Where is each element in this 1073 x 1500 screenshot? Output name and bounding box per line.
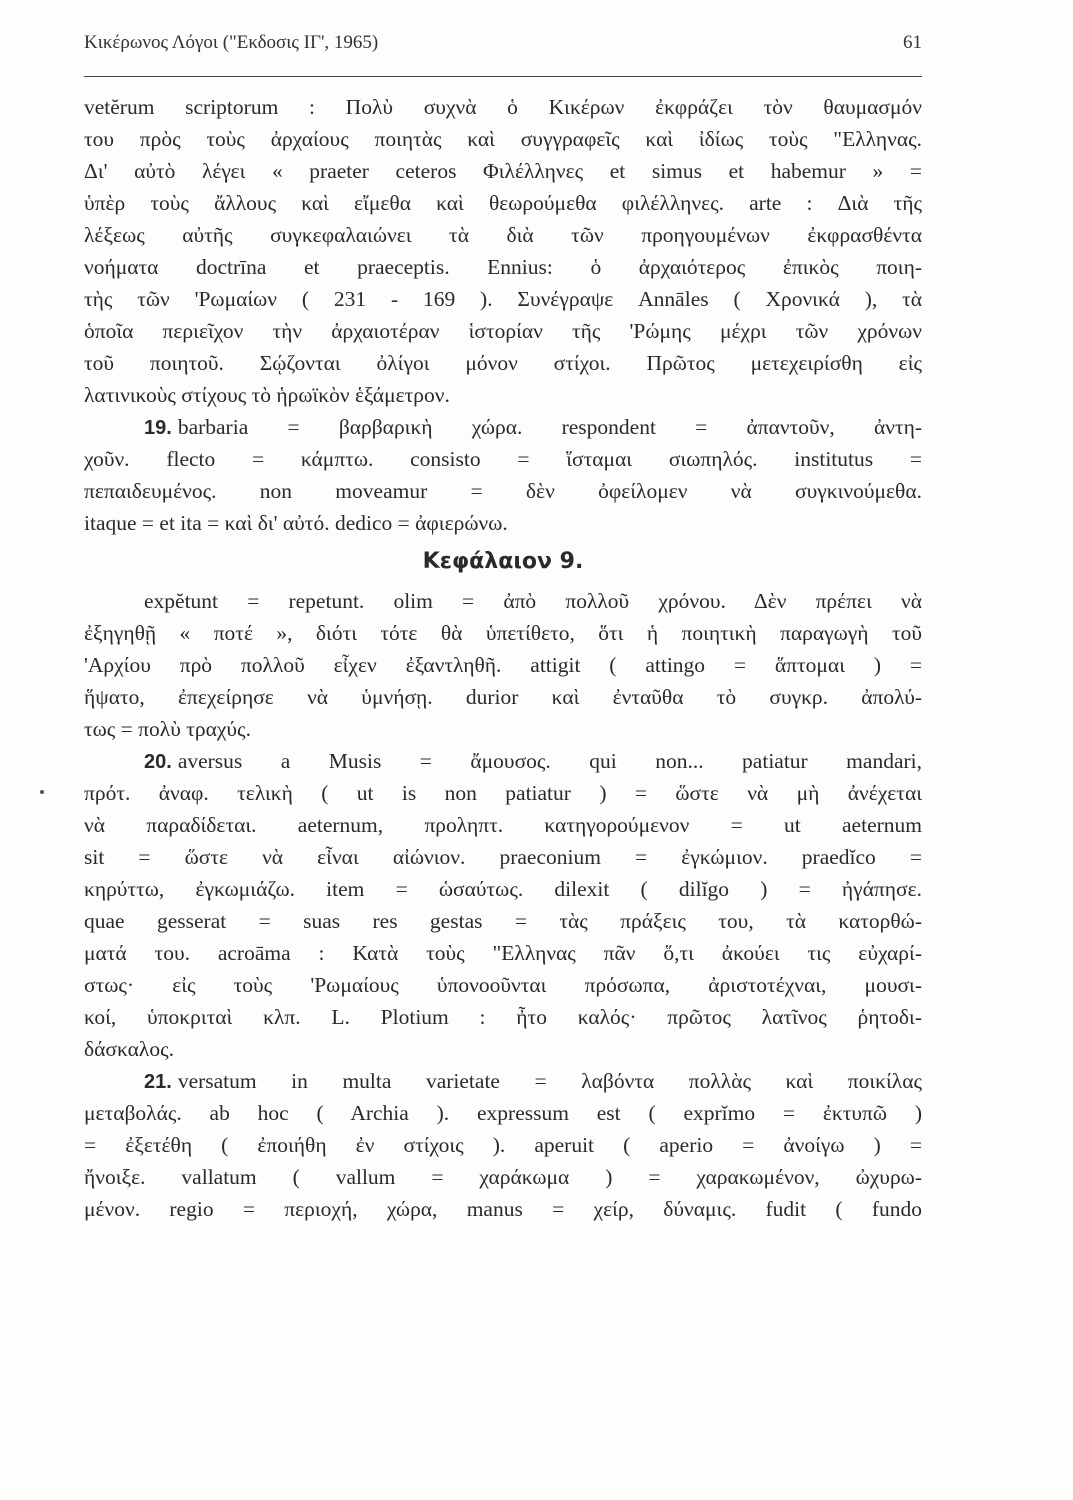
text-line: [84, 475, 922, 507]
text-line: [84, 187, 922, 219]
text-line: [84, 1161, 922, 1193]
text-line: [84, 841, 922, 873]
text-line: [84, 283, 922, 315]
text-line: [84, 1033, 922, 1065]
line-text: barbaria = βαρβαρικὴ χώρα. respondent = ἀπαντοῦν, ἀντη-: [177, 415, 922, 439]
line-text: κηρύττω, ἐγκωμιάζω. item = ὡσαύτως. dilexit ( dilĭgo ) = ἠγάπησε.: [84, 877, 922, 901]
text-line: [84, 585, 922, 617]
line-text: ὑπὲρ τοὺς ἄλλους καὶ εἴμεθα καὶ θεωρούμεθα φιλέλληνες. arte : Διὰ τῆς: [84, 191, 922, 215]
line-text: τως = πολὺ τραχύς.: [84, 717, 251, 741]
chapter-heading: Κεφάλαιον 9.: [422, 549, 584, 574]
text-line: [84, 713, 922, 745]
text-line: [84, 905, 922, 937]
text-line: [84, 507, 922, 539]
text-line: [84, 745, 922, 777]
text-line: [84, 1065, 922, 1097]
text-line: [84, 649, 922, 681]
text-line: [84, 777, 922, 809]
line-text: versatum in multa varietate = λαβόντα πολλὰς καὶ ποικίλας: [177, 1069, 922, 1093]
line-text: 'Αρχίου πρὸ πολλοῦ εἶχεν ἐξαντληθῆ. attigit ( attingo = ἅπτομαι ) =: [84, 653, 922, 677]
line-text: = ἐξετέθη ( ἐποιήθη ἐν στίχοις ). aperuit ( aperio = ἀνοίγω ) =: [84, 1133, 922, 1157]
text-line: [84, 937, 922, 969]
line-text: νοήματα doctrīna et praeceptis. Ennius: ὁ ἀρχαιότερος ἐπικὸς ποιη-: [84, 255, 922, 279]
text-line: [84, 443, 922, 475]
text-line: [84, 315, 922, 347]
text-line: [84, 219, 922, 251]
running-header: [84, 32, 922, 60]
text-line: [84, 91, 922, 123]
text-line: [84, 379, 922, 411]
line-text: του πρὸς τοὺς ἀρχαίους ποιητὰς καὶ συγγραφεῖς καὶ ἰδίως τοὺς "Ελληνας.: [84, 127, 922, 151]
line-text: ματά του. acroāma : Κατὰ τοὺς "Ελληνας πᾶν ὅ,τι ἀκούει τις εὐχαρί-: [84, 941, 922, 965]
text-line: [84, 123, 922, 155]
text-line: [84, 1193, 922, 1225]
text-line: [84, 1097, 922, 1129]
line-text: sit = ὥστε νὰ εἶναι αἰώνιον. praeconium = ἐγκώμιον. praedĭco =: [84, 845, 922, 869]
text-line: [84, 617, 922, 649]
line-text: πρότ. ἀναφ. τελικὴ ( ut is non patiatur ) = ὥστε νὰ μὴ ἀνέχεται: [84, 781, 922, 805]
line-text: vetĕrum scriptorum : Πολὺ συχνὰ ὁ Κικέρων ἐκφράζει τὸν θαυμασμόν: [84, 95, 922, 119]
line-text: στως· εἰς τοὺς 'Ρωμαίους ὑπονοοῦνται πρόσωπα, ἀριστοτέχναι, μουσι-: [84, 973, 922, 997]
line-text: quae gesserat = suas res gestas = τὰς πράξεις του, τὰ κατορθώ-: [84, 909, 922, 933]
text-line: [84, 969, 922, 1001]
page-number: 61: [903, 32, 922, 53]
line-text: ὁποῖα περιεῖχον τὴν ἀρχαιοτέραν ἱστορίαν τῆς 'Ρώμης μέχρι τῶν χρόνων: [84, 319, 922, 343]
line-text: τὴς τῶν 'Ρωμαίων ( 231 - 169 ). Συνέγραψε Annāles ( Χρονικά ), τὰ: [84, 287, 922, 311]
line-text: νὰ παραδίδεται. aeternum, προληπτ. κατηγορούμενον = ut aeternum: [84, 813, 922, 837]
page-body: [84, 91, 922, 1225]
text-line: [84, 873, 922, 905]
line-text: μεταβολάς. ab hoc ( Archia ). expressum est ( exprĭmo = ἐκτυπῶ ): [84, 1101, 922, 1125]
line-text: λατινικοὺς στίχους τὸ ἡρωϊκὸν ἑξάμετρον.: [84, 383, 450, 407]
line-text: aversus a Musis = ἄμουσος. qui non... patiatur mandari,: [177, 749, 922, 773]
text-line: [84, 681, 922, 713]
text-line: [84, 809, 922, 841]
running-title: Κικέρωνος Λόγοι ("Εκδοσις ΙΓ', 1965): [84, 32, 379, 53]
line-text: Δι' αὐτὸ λέγει « praeter ceteros Φιλέλληνες et simus et habemur » =: [84, 159, 922, 183]
text-line: [84, 251, 922, 283]
line-text: itaque = et ita = καὶ δι' αὐτό. dedico = ἀφιερώνω.: [84, 511, 508, 535]
text-line: [84, 155, 922, 187]
text-line: [84, 1001, 922, 1033]
section-number: 19.: [144, 417, 172, 439]
line-text: δάσκαλος.: [84, 1037, 174, 1061]
line-text: μένον. regio = περιοχή, χώρα, manus = χείρ, δύναμις. fudit ( fundo: [84, 1197, 922, 1221]
text-line: [84, 411, 922, 443]
text-line: [84, 347, 922, 379]
line-text: ἥψατο, ἐπεχείρησε νὰ ὑμνήσῃ. durior καὶ ἐνταῦθα τὸ συγκρ. ἀπολύ-: [84, 685, 922, 709]
section-number: 21.: [144, 1071, 172, 1093]
header-rule: [84, 76, 922, 77]
line-text: τοῦ ποιητοῦ. Σῴζονται ὀλίγοι μόνον στίχοι. Πρῶτος μετεχειρίσθη εἰς: [84, 351, 922, 375]
line-text: expĕtunt = repetunt. olim = ἀπὸ πολλοῦ χρόνου. Δὲν πρέπει νὰ: [144, 589, 922, 613]
line-text: ἐξηγηθῇ « ποτέ », διότι τότε θὰ ὑπετίθετο, ὅτι ἡ ποιητικὴ παραγωγὴ τοῦ: [84, 621, 922, 645]
line-text: ἤνοιξε. vallatum ( vallum = χαράκωμα ) = χαρακωμένον, ὠχυρω-: [84, 1165, 922, 1189]
text-line: [84, 1129, 922, 1161]
line-text: λέξεως αὐτῆς συγκεφαλαιώνει τὰ διὰ τῶν προηγουμένων ἐκφρασθέντα: [84, 223, 922, 247]
line-text: χοῦν. flecto = κάμπτω. consisto = ἵσταμαι σιωπηλός. institutus =: [84, 447, 922, 471]
margin-mark: [40, 790, 44, 794]
line-text: πεπαιδευμένος. non moveamur = δὲν ὀφείλομεν νὰ συγκινούμεθα.: [84, 479, 922, 503]
line-text: κοί, ὑποκριταὶ κλπ. L. Plotium : ἦτο καλός· πρῶτος λατῖνος ῥητοδι-: [84, 1005, 922, 1029]
section-number: 20.: [144, 751, 172, 773]
